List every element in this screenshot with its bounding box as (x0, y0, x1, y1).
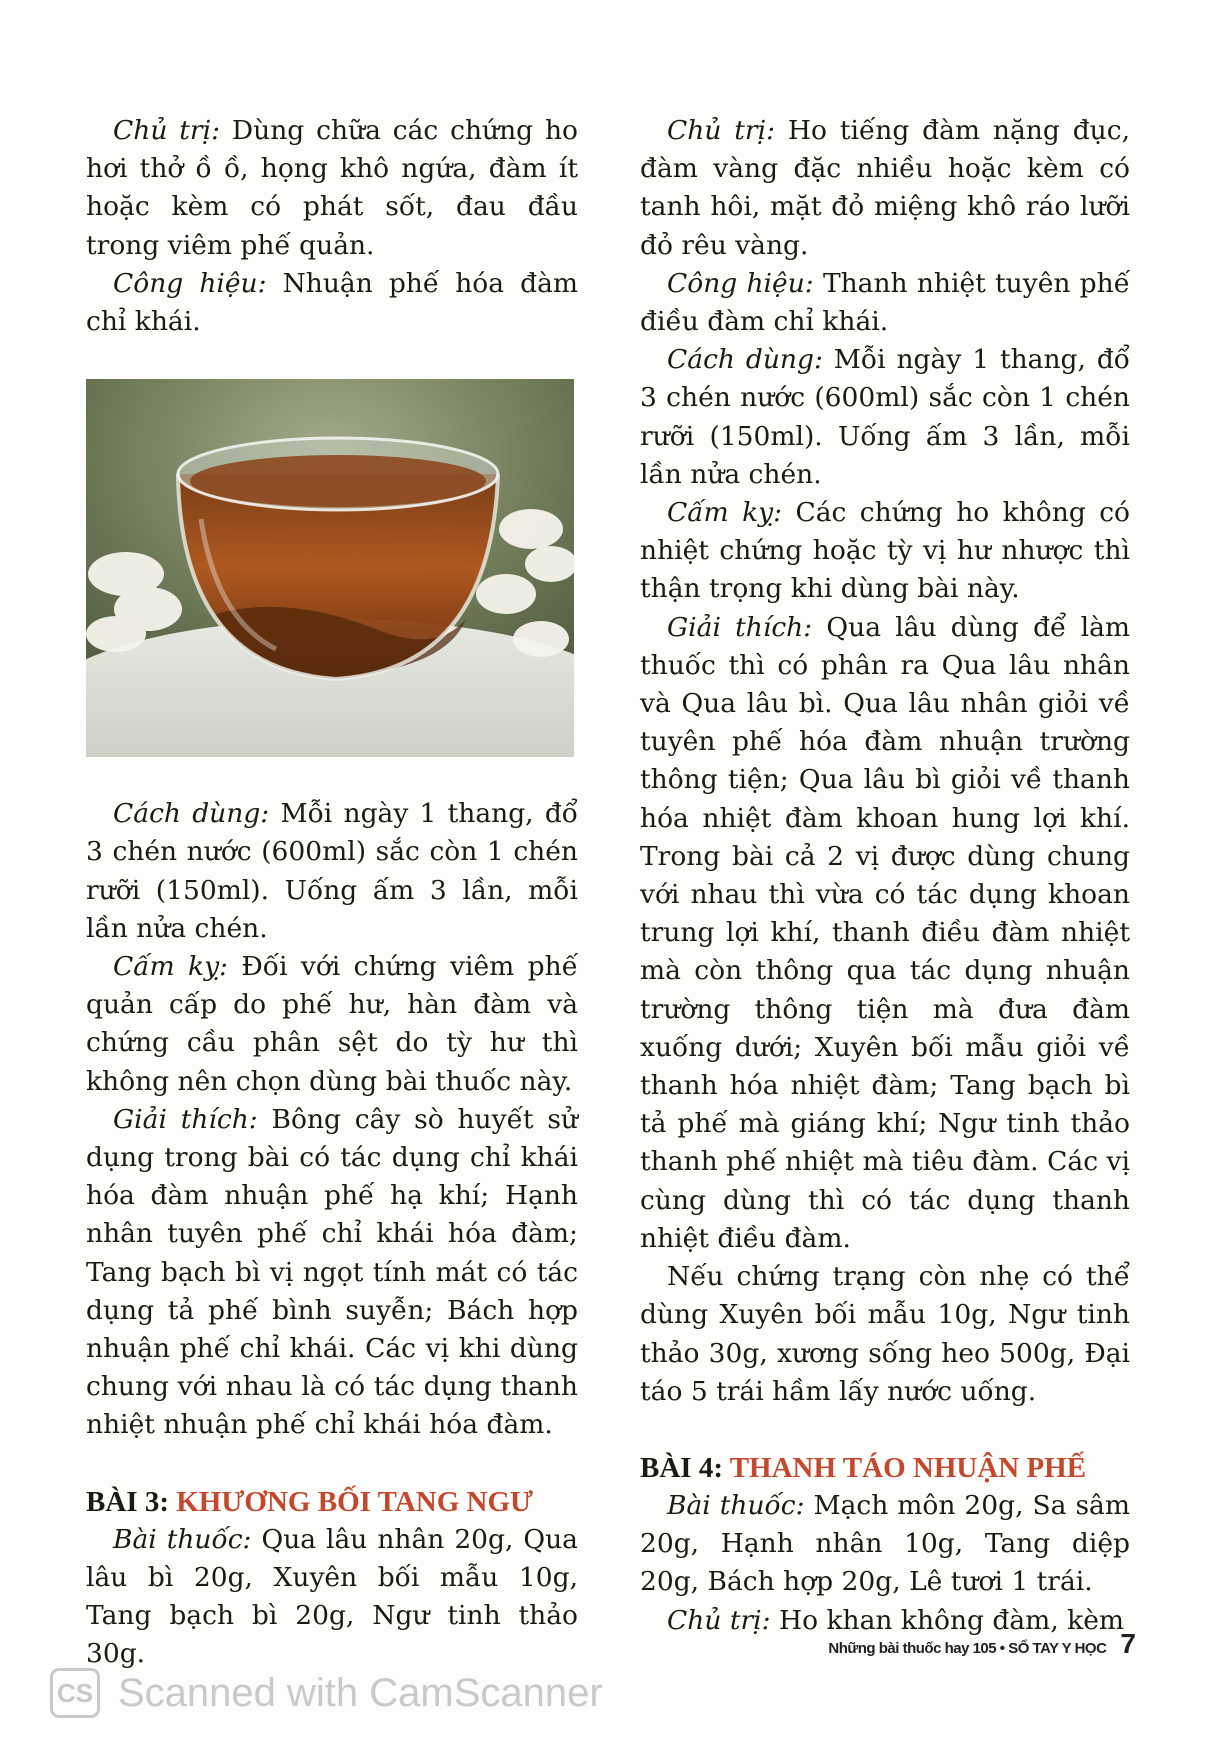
page-footer (828, 1628, 1136, 1660)
camscanner-logo: CS (50, 1668, 100, 1718)
label-chu-tri: Chủ trị: (113, 115, 221, 146)
label-bai-thuoc: Bài thuốc: (113, 1523, 252, 1555)
label-cam-ky: Cấm kỵ: (667, 497, 783, 529)
text-chu-tri: Dùng chữa các chứng ho hơi thở ồ ồ, họng khô ngứa, đàm ít hoặc kèm có phát sốt, đau đầu trong viêm phế quản. (86, 115, 579, 261)
text-cong-hieu: Nhuận phế hóa đàm chỉ khái. (86, 267, 579, 338)
section-number: BÀI 4: (640, 1451, 723, 1484)
label-chu-tri: Chủ trị: (667, 115, 776, 146)
page-number: 7 (1120, 1628, 1136, 1659)
label-bai-thuoc: Bài thuốc: (667, 1489, 805, 1521)
text-bai-thuoc: Mạch môn 20g, Sa sâm 20g, Hạnh nhân 10g, Tang diệp 20g, Bách hợp 20g, Lê tươi 1 trái. (640, 1489, 1130, 1598)
paragraph-cach-dung (640, 341, 1130, 494)
paragraph-giai-thich (640, 609, 1130, 1258)
paragraph-neu-chung-trang (640, 1258, 1130, 1411)
paragraph-cach-dung (86, 795, 578, 948)
text-bai-thuoc: Qua lâu nhân 20g, Qua lâu bì 20g, Xuyên bối mẫu 10g, Tang bạch bì 20g, Ngư tinh thảo 30g. (86, 1523, 578, 1670)
camscanner-watermark (50, 1668, 603, 1718)
section-title: KHƯƠNG BỐI TANG NGƯ (176, 1485, 534, 1518)
paragraph-bai-thuoc (640, 1487, 1130, 1602)
section-title: THANH TÁO NHUẬN PHẾ (729, 1451, 1087, 1484)
series-title: Những bài thuốc hay 105 • SỔ TAY Y HỌC (828, 1640, 1107, 1657)
paragraph-bai-thuoc (86, 1521, 578, 1674)
text-giai-thich: Bông cây sò huyết sử dụng trong bài có tác dụng chỉ khái hóa đàm nhuận phế hạ khí; Hạnh nhân tuyên phế chỉ khái hóa đàm; Tang bạch bì vị ngọt tính mát có tác dụng tả phế bình suyễn; Bách hợp nhuận phế chỉ khái. Các vị khi dùng chung với nhau là có tác dụng thanh nhiệt nhuận phế chỉ khái hóa đàm. (86, 1103, 578, 1441)
label-giai-thich: Giải thích: (667, 611, 813, 643)
watermark-text: Scanned with CamScanner (118, 1670, 603, 1715)
paragraph-cam-ky (86, 948, 578, 1101)
label-cong-hieu: Công hiệu: (113, 267, 267, 299)
paragraph-cong-hieu (640, 265, 1130, 341)
section-heading-bai-3 (86, 1483, 578, 1521)
label-cam-ky: Cấm kỵ: (113, 951, 228, 983)
text-cam-ky: Đối với chứng viêm phế quản cấp do phế hư, hàn đàm và chứng cầu phân sệt do tỳ hư thì không nên chọn dùng bài thuốc này. (86, 951, 578, 1097)
right-column (640, 112, 1130, 1640)
text-cach-dung: Mỗi ngày 1 thang, đổ 3 chén nước (600ml) sắc còn 1 chén rưỡi (150ml). Uống ấm 3 lần, mỗi lần nửa chén. (86, 798, 579, 944)
text-neu-chung-trang: Nếu chứng trạng còn nhẹ có thể dùng Xuyên bối mẫu 10g, Ngư tinh thảo 30g, xương sống heo 500g, Đại táo 5 trái hầm lấy nước uống. (640, 1261, 1130, 1407)
text-chu-tri: Ho tiếng đàm nặng đục, đàm vàng đặc nhiều hoặc kèm có tanh hôi, mặt đỏ miệng khô ráo lưỡi đỏ rêu vàng. (640, 115, 1130, 261)
paragraph-chu-tri (640, 112, 1130, 265)
paragraph-cam-ky (640, 494, 1130, 609)
paragraph-cong-hieu (86, 265, 578, 341)
text-chu-tri: Ho khan không đàm, kèm (770, 1604, 1125, 1636)
section-heading-bai-4 (640, 1449, 1130, 1487)
text-giai-thich: Qua lâu dùng để làm thuốc thì có phân ra Qua lâu nhân và Qua lâu bì. Qua lâu nhân giỏi về tuyên phế hóa đàm nhuận trường thông tiện; Qua lâu bì giỏi về thanh hóa nhiệt đàm khoan hung lợi khí. Trong bài cả 2 vị được dùng chung với nhau thì vừa có tác dụng khoan trung lợi khí, thanh điều đàm nhiệt mà còn thông qua tác dụng nhuận trường thông tiện mà đưa đàm xuống dưới; Xuyên bối mẫu giỏi về thanh hóa nhiệt đàm; Tang bạch bì tả phế mà giáng khí; Ngư tinh thảo thanh phế nhiệt mà tiêu đàm. Các vị cùng dùng thì có tác dụng thanh nhiệt điều đàm. (640, 611, 1130, 1254)
label-chu-tri: Chủ trị: (667, 1604, 771, 1636)
text-cam-ky: Các chứng ho không có nhiệt chứng hoặc tỳ vị hư nhược thì thận trọng khi dùng bài này. (640, 497, 1130, 605)
left-column (86, 112, 578, 1673)
text-cong-hieu: Thanh nhiệt tuyên phế điều đàm chỉ khái. (640, 267, 1131, 338)
text-cach-dung: Mỗi ngày 1 thang, đổ 3 chén nước (600ml) sắc còn 1 chén rưỡi (150ml). Uống ấm 3 lần, mỗi lần nửa chén. (640, 344, 1130, 490)
paragraph-chu-tri (86, 112, 578, 265)
tea-cup-illustration (86, 379, 574, 757)
label-cach-dung: Cách dùng: (113, 798, 270, 830)
label-giai-thich: Giải thích: (113, 1103, 258, 1135)
paragraph-giai-thich (86, 1101, 578, 1445)
section-number: BÀI 3: (86, 1485, 169, 1518)
label-cong-hieu: Công hiệu: (667, 267, 814, 299)
tea-cup-photo (86, 379, 574, 757)
label-cach-dung: Cách dùng: (667, 344, 823, 376)
